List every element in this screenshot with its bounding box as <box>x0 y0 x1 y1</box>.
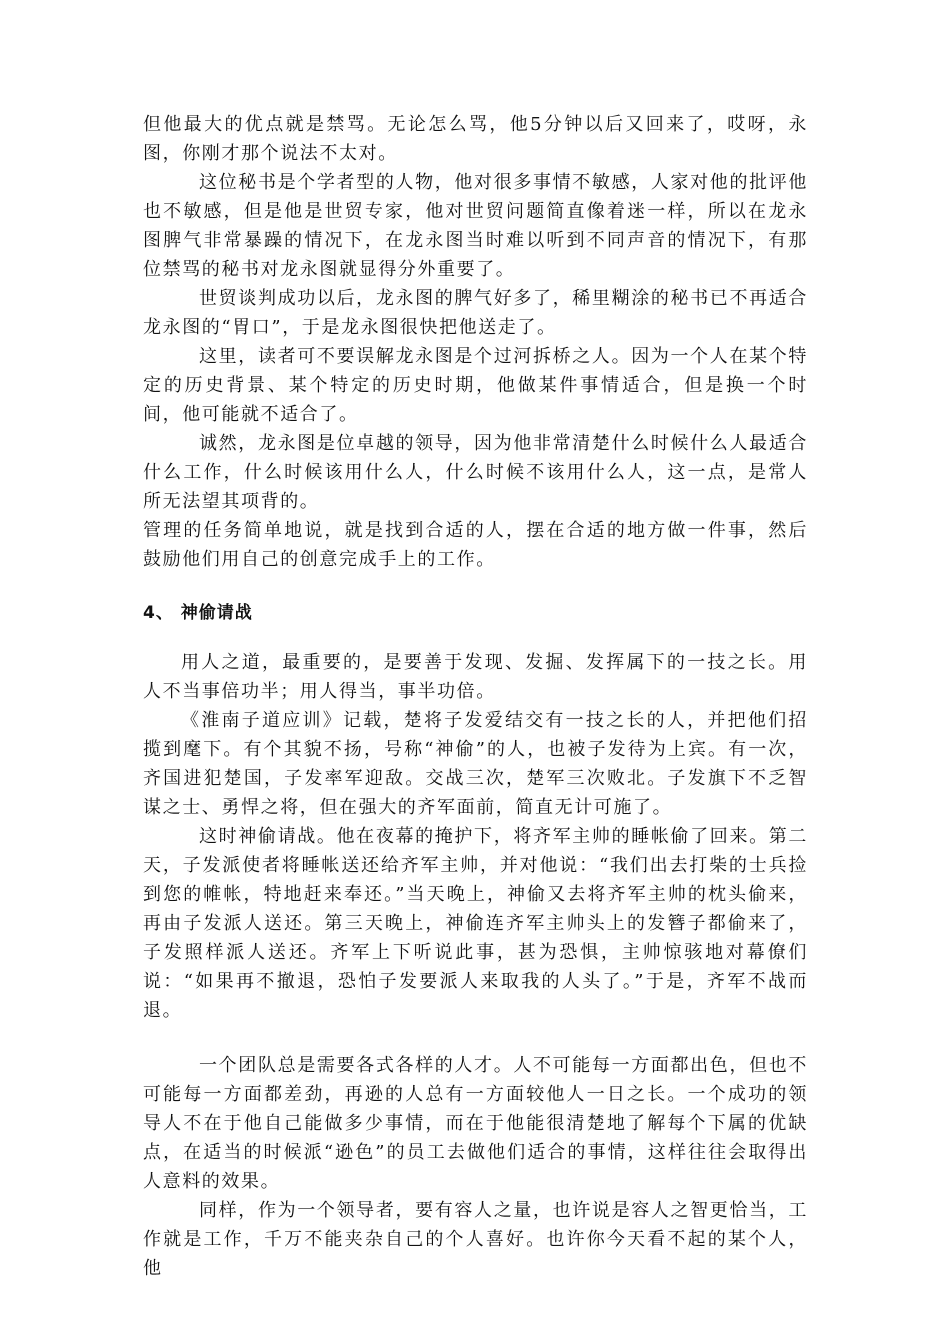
paragraph-continuation: 但他最大的优点就是禁骂。无论怎么骂，他5分钟以后又回来了，哎呀，永图，你刚才那个说法不太对。 <box>143 114 808 164</box>
paragraph-wto-success: 世贸谈判成功以后，龙永图的脾气好多了，稀里糊涂的秘书已不再适合龙永图的“胃口”，于是龙永图很快把他送走了。 <box>143 288 808 338</box>
paragraph-thief-story: 这时神偷请战。他在夜幕的掩护下，将齐军主帅的睡帐偷了回来。第二天，子发派使者将睡帐送还给齐军主帅，并对他说：“我们出去打柴的士兵捡到您的帷帐，特地赶来奉还。”当天晚上，神偷又去将齐军主帅的枕头偷来，再由子发派人送还。第三天晚上，神偷连齐军主帅头上的发簪子都偷来了，子发照样派人送还。齐军上下听说此事，甚为恐惧，主帅惊骇地对幕僚们说：“如果再不撤退，恐怕子发要派人来取我的人头了。”于是，齐军不战而退。 <box>143 826 808 1021</box>
paragraph-employment-way: 用人之道，最重要的，是要善于发现、发掘、发挥属下的一技之长。用人不当事倍功半；用人得当，事半功倍。 <box>143 652 808 702</box>
paragraph-management-task: 管理的任务简单地说，就是找到合适的人，摆在合适的地方做一件事，然后鼓励他们用自己的创意完成手上的工作。 <box>143 520 808 570</box>
document-page <box>143 110 808 1283</box>
paragraph-team-talent: 一个团队总是需要各式各样的人才。人不可能每一方面都出色，但也不可能每一方面都差劲，再逊的人总有一方面较他人一日之长。一个成功的领导人不在于他自己能做多少事情，而在于他能很清楚地了解每个下属的优缺点，在适当的时候派“逊色”的员工去做他们适合的事情，这样往往会取得出人意料的效果。 <box>143 1055 808 1192</box>
paragraph-tolerance: 同样，作为一个领导者，要有容人之量，也许说是容人之智更恰当，工作就是工作，千万不能夹杂自己的个人喜好。也许你今天看不起的某个人，他 <box>143 1200 808 1279</box>
paragraph-reader-note: 这里，读者可不要误解龙永图是个过河拆桥之人。因为一个人在某个特定的历史背景、某个特定的历史时期，他做某件事情适合，但是换一个时间，他可能就不适合了。 <box>143 346 808 425</box>
paragraph-secretary: 这位秘书是个学者型的人物，他对很多事情不敏感，人家对他的批评他也不敏感，但是他是世贸专家，他对世贸问题简直像着迷一样，所以在龙永图脾气非常暴躁的情况下，在龙永图当时难以听到不同声音的情况下，有那位禁骂的秘书对龙永图就显得分外重要了。 <box>143 172 808 280</box>
section-heading: 4、 神偷请战 <box>143 603 253 623</box>
paragraph-leadership: 诚然，龙永图是位卓越的领导，因为他非常清楚什么时候什么人最适合什么工作，什么时候该用什么人，什么时候不该用什么人，这一点，是常人所无法望其项背的。 <box>143 433 808 512</box>
paragraph-huainanzi: 《淮南子道应训》记载，楚将子发爱结交有一技之长的人，并把他们招揽到麾下。有个其貌不扬，号称“神偷”的人，也被子发待为上宾。有一次，齐国进犯楚国，子发率军迎敌。交战三次，楚军三次败北。子发旗下不乏智谋之士、勇悍之将，但在强大的齐军面前，简直无计可施了。 <box>143 710 808 818</box>
